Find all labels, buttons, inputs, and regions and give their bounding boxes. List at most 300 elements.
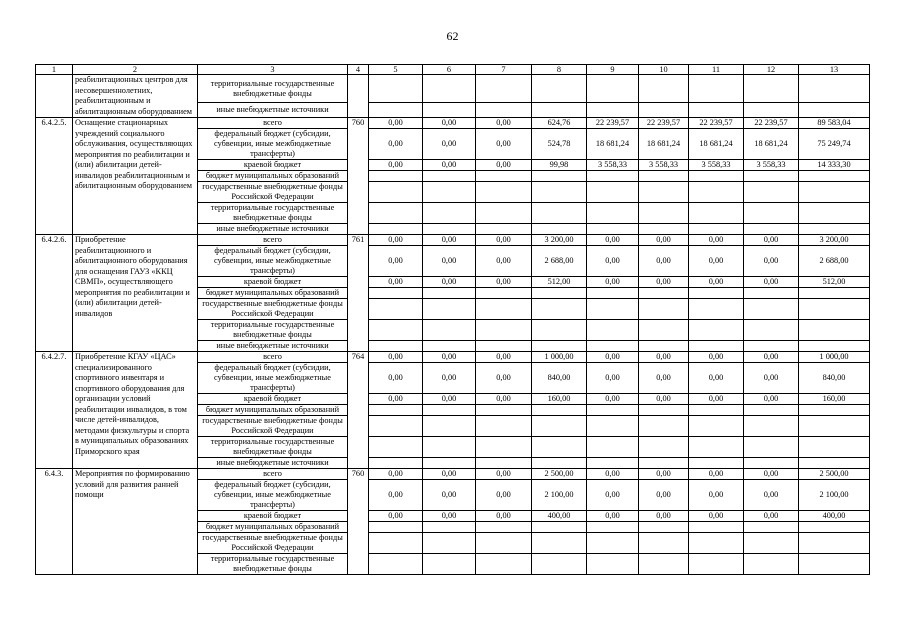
- value-cell: [799, 320, 870, 341]
- value-cell: [689, 405, 744, 416]
- value-cell: 0,00: [423, 129, 476, 160]
- value-cell: [369, 171, 423, 182]
- column-header: 10: [639, 65, 689, 75]
- funding-source: бюджет муниципальных образований: [198, 171, 348, 182]
- value-cell: [689, 320, 744, 341]
- budget-table: [35, 64, 870, 575]
- value-cell: 18 681,24: [639, 129, 689, 160]
- value-cell: 3 200,00: [799, 235, 870, 246]
- funding-source: иные внебюджетные источники: [198, 103, 348, 118]
- value-cell: 0,00: [423, 246, 476, 277]
- value-cell: 160,00: [799, 394, 870, 405]
- item-code: 6.4.2.5.: [36, 118, 73, 235]
- value-cell: [423, 522, 476, 533]
- column-header: 3: [198, 65, 348, 75]
- value-cell: [532, 522, 587, 533]
- value-cell: [639, 416, 689, 437]
- value-cell: 0,00: [639, 469, 689, 480]
- value-cell: 840,00: [532, 363, 587, 394]
- value-cell: [744, 171, 799, 182]
- value-cell: [587, 171, 639, 182]
- funding-source: государственные внебюджетные фонды Российской Федерации: [198, 416, 348, 437]
- funding-source: государственные внебюджетные фонды Российской Федерации: [198, 182, 348, 203]
- column-header: 9: [587, 65, 639, 75]
- funding-source: всего: [198, 118, 348, 129]
- value-cell: [799, 103, 870, 118]
- value-cell: [423, 171, 476, 182]
- value-cell: 0,00: [369, 352, 423, 363]
- funding-source: бюджет муниципальных образований: [198, 405, 348, 416]
- value-cell: [532, 341, 587, 352]
- value-cell: 160,00: [532, 394, 587, 405]
- value-cell: 89 583,04: [799, 118, 870, 129]
- header-row: [36, 65, 870, 75]
- value-cell: [799, 288, 870, 299]
- value-cell: [369, 203, 423, 224]
- value-cell: [689, 341, 744, 352]
- value-cell: 0,00: [639, 246, 689, 277]
- value-cell: [369, 182, 423, 203]
- value-cell: [587, 224, 639, 235]
- value-cell: [423, 224, 476, 235]
- value-cell: 22 239,57: [689, 118, 744, 129]
- value-cell: 75 249,74: [799, 129, 870, 160]
- value-cell: 3 558,33: [639, 160, 689, 171]
- value-cell: [369, 75, 423, 103]
- value-cell: [532, 533, 587, 554]
- value-cell: [639, 288, 689, 299]
- value-cell: [799, 171, 870, 182]
- value-cell: 0,00: [689, 352, 744, 363]
- value-cell: [799, 75, 870, 103]
- value-cell: 22 239,57: [639, 118, 689, 129]
- value-cell: 0,00: [476, 352, 532, 363]
- value-cell: [799, 341, 870, 352]
- value-cell: [369, 299, 423, 320]
- value-cell: 0,00: [639, 235, 689, 246]
- value-cell: 0,00: [369, 394, 423, 405]
- value-cell: 0,00: [744, 480, 799, 511]
- value-cell: 0,00: [369, 118, 423, 129]
- value-cell: [369, 533, 423, 554]
- value-cell: [476, 203, 532, 224]
- table-row: [36, 75, 870, 103]
- funding-source: федеральный бюджет (субсидии, субвенции, иные межбюджетные трансферты): [198, 129, 348, 160]
- value-cell: 0,00: [689, 363, 744, 394]
- value-cell: 512,00: [799, 277, 870, 288]
- value-cell: [532, 320, 587, 341]
- value-cell: [532, 405, 587, 416]
- item-code: 6.4.3.: [36, 469, 73, 575]
- value-cell: [587, 341, 639, 352]
- funding-source: всего: [198, 235, 348, 246]
- value-cell: [369, 405, 423, 416]
- value-cell: 0,00: [476, 511, 532, 522]
- value-cell: [587, 288, 639, 299]
- value-cell: 0,00: [476, 469, 532, 480]
- value-cell: [799, 416, 870, 437]
- value-cell: 2 100,00: [799, 480, 870, 511]
- item-code: [36, 75, 73, 118]
- funding-source: бюджет муниципальных образований: [198, 522, 348, 533]
- value-cell: 0,00: [423, 363, 476, 394]
- value-cell: [532, 182, 587, 203]
- value-cell: 2 500,00: [799, 469, 870, 480]
- value-cell: 0,00: [369, 246, 423, 277]
- value-cell: [587, 203, 639, 224]
- value-cell: [639, 522, 689, 533]
- value-cell: [799, 533, 870, 554]
- value-cell: [532, 299, 587, 320]
- value-cell: 400,00: [532, 511, 587, 522]
- value-cell: [639, 103, 689, 118]
- column-header: 1: [36, 65, 73, 75]
- column-header: 11: [689, 65, 744, 75]
- funding-source: краевой бюджет: [198, 160, 348, 171]
- value-cell: [476, 341, 532, 352]
- value-cell: 0,00: [423, 394, 476, 405]
- value-cell: [476, 554, 532, 575]
- column-header: 2: [73, 65, 198, 75]
- funding-source: территориальные государственные внебюджетные фонды: [198, 203, 348, 224]
- value-cell: [476, 405, 532, 416]
- value-cell: [799, 405, 870, 416]
- value-cell: 0,00: [639, 394, 689, 405]
- value-cell: [423, 554, 476, 575]
- value-cell: 0,00: [744, 469, 799, 480]
- value-cell: [369, 341, 423, 352]
- value-cell: [639, 299, 689, 320]
- value-cell: 22 239,57: [587, 118, 639, 129]
- value-cell: 1 000,00: [799, 352, 870, 363]
- value-cell: [476, 320, 532, 341]
- value-cell: [476, 224, 532, 235]
- funding-source: иные внебюджетные источники: [198, 341, 348, 352]
- funding-source: федеральный бюджет (субсидии, субвенции, иные межбюджетные трансферты): [198, 246, 348, 277]
- value-cell: [369, 224, 423, 235]
- value-cell: [744, 341, 799, 352]
- value-cell: 0,00: [587, 246, 639, 277]
- value-cell: 0,00: [369, 160, 423, 171]
- value-cell: [587, 75, 639, 103]
- value-cell: [689, 533, 744, 554]
- value-cell: 0,00: [744, 235, 799, 246]
- value-cell: [532, 75, 587, 103]
- value-cell: [532, 288, 587, 299]
- value-cell: 0,00: [689, 480, 744, 511]
- item-code: 6.4.2.7.: [36, 352, 73, 469]
- value-cell: 0,00: [744, 511, 799, 522]
- value-cell: [476, 299, 532, 320]
- funding-source: государственные внебюджетные фонды Российской Федерации: [198, 299, 348, 320]
- value-cell: 0,00: [476, 246, 532, 277]
- page-number: 62: [446, 29, 459, 43]
- value-cell: [423, 320, 476, 341]
- value-cell: [532, 224, 587, 235]
- value-cell: [587, 320, 639, 341]
- column-header: 7: [476, 65, 532, 75]
- value-cell: 0,00: [369, 511, 423, 522]
- value-cell: [689, 103, 744, 118]
- value-cell: [369, 103, 423, 118]
- value-cell: [639, 203, 689, 224]
- value-cell: [639, 458, 689, 469]
- value-cell: [587, 458, 639, 469]
- value-cell: [369, 522, 423, 533]
- value-cell: [423, 203, 476, 224]
- value-cell: [587, 437, 639, 458]
- value-cell: 0,00: [639, 511, 689, 522]
- value-cell: [423, 75, 476, 103]
- value-cell: 2 100,00: [532, 480, 587, 511]
- value-cell: [423, 299, 476, 320]
- funding-source: федеральный бюджет (субсидии, субвенции, иные межбюджетные трансферты): [198, 480, 348, 511]
- value-cell: 0,00: [639, 352, 689, 363]
- value-cell: 0,00: [587, 469, 639, 480]
- funding-source: всего: [198, 469, 348, 480]
- value-cell: 0,00: [744, 352, 799, 363]
- value-cell: 0,00: [587, 394, 639, 405]
- item-name: Приобретение КГАУ «ЦАС» специализированного спортивного инвентаря и спортивного оборудования для организации условий реабилитации инвалидов, в том числе детей-инвалидов, методами физкультуры и спорта в муниципальных образованиях Приморского края: [73, 352, 198, 469]
- table-row: [36, 235, 870, 246]
- value-cell: [476, 458, 532, 469]
- value-cell: [476, 75, 532, 103]
- value-cell: 3 558,33: [744, 160, 799, 171]
- value-cell: [689, 203, 744, 224]
- value-cell: 0,00: [476, 480, 532, 511]
- value-cell: 0,00: [423, 118, 476, 129]
- value-cell: 0,00: [689, 277, 744, 288]
- column-header: 5: [369, 65, 423, 75]
- value-cell: 18 681,24: [587, 129, 639, 160]
- value-cell: 0,00: [689, 511, 744, 522]
- value-cell: [423, 416, 476, 437]
- value-cell: [689, 416, 744, 437]
- value-cell: [639, 182, 689, 203]
- value-cell: 18 681,24: [744, 129, 799, 160]
- value-cell: [799, 182, 870, 203]
- value-cell: [639, 533, 689, 554]
- value-cell: [689, 554, 744, 575]
- value-cell: [744, 533, 799, 554]
- value-cell: [744, 554, 799, 575]
- value-cell: [369, 288, 423, 299]
- item-id: [348, 75, 369, 118]
- value-cell: [799, 554, 870, 575]
- funding-source: краевой бюджет: [198, 277, 348, 288]
- value-cell: [476, 182, 532, 203]
- value-cell: 0,00: [689, 235, 744, 246]
- item-name: Приобретение реабилитационного и абилитационного оборудования для оснащения ГАУЗ «ККЦ СВМП», осуществляющего мероприятия по реабилитации и (или) абилитации детей-инвалидов: [73, 235, 198, 352]
- value-cell: 0,00: [587, 235, 639, 246]
- value-cell: [423, 182, 476, 203]
- value-cell: 0,00: [587, 352, 639, 363]
- value-cell: 0,00: [369, 277, 423, 288]
- value-cell: [639, 341, 689, 352]
- value-cell: 0,00: [423, 480, 476, 511]
- value-cell: 2 500,00: [532, 469, 587, 480]
- value-cell: [689, 224, 744, 235]
- value-cell: [744, 437, 799, 458]
- value-cell: [689, 182, 744, 203]
- value-cell: 0,00: [587, 511, 639, 522]
- value-cell: 0,00: [587, 277, 639, 288]
- value-cell: [476, 416, 532, 437]
- column-header: 4: [348, 65, 369, 75]
- value-cell: [689, 299, 744, 320]
- value-cell: 0,00: [744, 277, 799, 288]
- value-cell: [799, 437, 870, 458]
- value-cell: [423, 437, 476, 458]
- value-cell: 400,00: [799, 511, 870, 522]
- value-cell: 3 558,33: [587, 160, 639, 171]
- item-name: реабилитационных центров для несовершеннолетних, реабилитационным и абилитационным оборудованием: [73, 75, 198, 118]
- value-cell: [369, 458, 423, 469]
- value-cell: [639, 171, 689, 182]
- value-cell: 0,00: [476, 118, 532, 129]
- column-header: 12: [744, 65, 799, 75]
- funding-source: территориальные государственные внебюджетные фонды: [198, 75, 348, 103]
- funding-source: иные внебюджетные источники: [198, 458, 348, 469]
- funding-source: иные внебюджетные источники: [198, 224, 348, 235]
- funding-source: федеральный бюджет (субсидии, субвенции, иные межбюджетные трансферты): [198, 363, 348, 394]
- value-cell: 2 688,00: [799, 246, 870, 277]
- value-cell: 0,00: [476, 363, 532, 394]
- value-cell: [639, 437, 689, 458]
- value-cell: 0,00: [423, 511, 476, 522]
- value-cell: [744, 288, 799, 299]
- value-cell: 0,00: [476, 129, 532, 160]
- value-cell: [744, 416, 799, 437]
- value-cell: 3 558,33: [689, 160, 744, 171]
- item-name: Мероприятия по формированию условий для развития ранней помощи: [73, 469, 198, 575]
- value-cell: [587, 533, 639, 554]
- value-cell: 0,00: [744, 246, 799, 277]
- column-header: 6: [423, 65, 476, 75]
- value-cell: [476, 533, 532, 554]
- value-cell: [369, 437, 423, 458]
- funding-source: всего: [198, 352, 348, 363]
- funding-source: бюджет муниципальных образований: [198, 288, 348, 299]
- column-header: 8: [532, 65, 587, 75]
- value-cell: [532, 437, 587, 458]
- value-cell: [689, 437, 744, 458]
- value-cell: [532, 554, 587, 575]
- value-cell: [639, 554, 689, 575]
- value-cell: [799, 224, 870, 235]
- column-header: 13: [799, 65, 870, 75]
- value-cell: 512,00: [532, 277, 587, 288]
- value-cell: [532, 416, 587, 437]
- value-cell: 0,00: [639, 277, 689, 288]
- value-cell: [744, 522, 799, 533]
- value-cell: [639, 320, 689, 341]
- value-cell: [532, 458, 587, 469]
- value-cell: [689, 171, 744, 182]
- value-cell: 0,00: [689, 394, 744, 405]
- value-cell: [799, 458, 870, 469]
- value-cell: [587, 554, 639, 575]
- value-cell: [587, 182, 639, 203]
- value-cell: [476, 288, 532, 299]
- value-cell: [532, 171, 587, 182]
- value-cell: 0,00: [476, 235, 532, 246]
- value-cell: [639, 405, 689, 416]
- value-cell: 0,00: [423, 469, 476, 480]
- value-cell: [689, 75, 744, 103]
- value-cell: 0,00: [744, 363, 799, 394]
- value-cell: [587, 416, 639, 437]
- value-cell: 99,98: [532, 160, 587, 171]
- value-cell: 0,00: [369, 469, 423, 480]
- value-cell: 624,76: [532, 118, 587, 129]
- value-cell: [423, 103, 476, 118]
- funding-source: территориальные государственные внебюджетные фонды: [198, 320, 348, 341]
- value-cell: [744, 203, 799, 224]
- value-cell: [744, 75, 799, 103]
- value-cell: [369, 320, 423, 341]
- value-cell: 18 681,24: [689, 129, 744, 160]
- value-cell: 0,00: [689, 246, 744, 277]
- value-cell: [744, 458, 799, 469]
- item-id: 760: [348, 118, 369, 235]
- value-cell: 3 200,00: [532, 235, 587, 246]
- value-cell: [587, 299, 639, 320]
- value-cell: [744, 182, 799, 203]
- value-cell: 0,00: [423, 277, 476, 288]
- value-cell: 14 333,30: [799, 160, 870, 171]
- value-cell: 0,00: [587, 480, 639, 511]
- value-cell: [423, 288, 476, 299]
- value-cell: [587, 103, 639, 118]
- value-cell: [423, 458, 476, 469]
- funding-source: краевой бюджет: [198, 394, 348, 405]
- value-cell: 0,00: [689, 469, 744, 480]
- value-cell: [423, 533, 476, 554]
- value-cell: 0,00: [423, 352, 476, 363]
- funding-source: территориальные государственные внебюджетные фонды: [198, 437, 348, 458]
- value-cell: [532, 203, 587, 224]
- value-cell: [476, 437, 532, 458]
- value-cell: 0,00: [476, 394, 532, 405]
- value-cell: [639, 224, 689, 235]
- value-cell: [799, 522, 870, 533]
- value-cell: [744, 299, 799, 320]
- value-cell: 0,00: [369, 480, 423, 511]
- value-cell: [799, 299, 870, 320]
- item-id: 760: [348, 469, 369, 575]
- value-cell: 840,00: [799, 363, 870, 394]
- value-cell: [689, 288, 744, 299]
- funding-source: территориальные государственные внебюджетные фонды: [198, 554, 348, 575]
- value-cell: [587, 405, 639, 416]
- value-cell: 0,00: [476, 277, 532, 288]
- value-cell: [476, 103, 532, 118]
- value-cell: [689, 458, 744, 469]
- value-cell: 0,00: [369, 363, 423, 394]
- value-cell: [423, 405, 476, 416]
- value-cell: [744, 405, 799, 416]
- value-cell: 22 239,57: [744, 118, 799, 129]
- table-row: [36, 352, 870, 363]
- value-cell: [476, 522, 532, 533]
- funding-source: краевой бюджет: [198, 511, 348, 522]
- value-cell: 0,00: [587, 363, 639, 394]
- value-cell: [744, 103, 799, 118]
- value-cell: 2 688,00: [532, 246, 587, 277]
- value-cell: 1 000,00: [532, 352, 587, 363]
- value-cell: [689, 522, 744, 533]
